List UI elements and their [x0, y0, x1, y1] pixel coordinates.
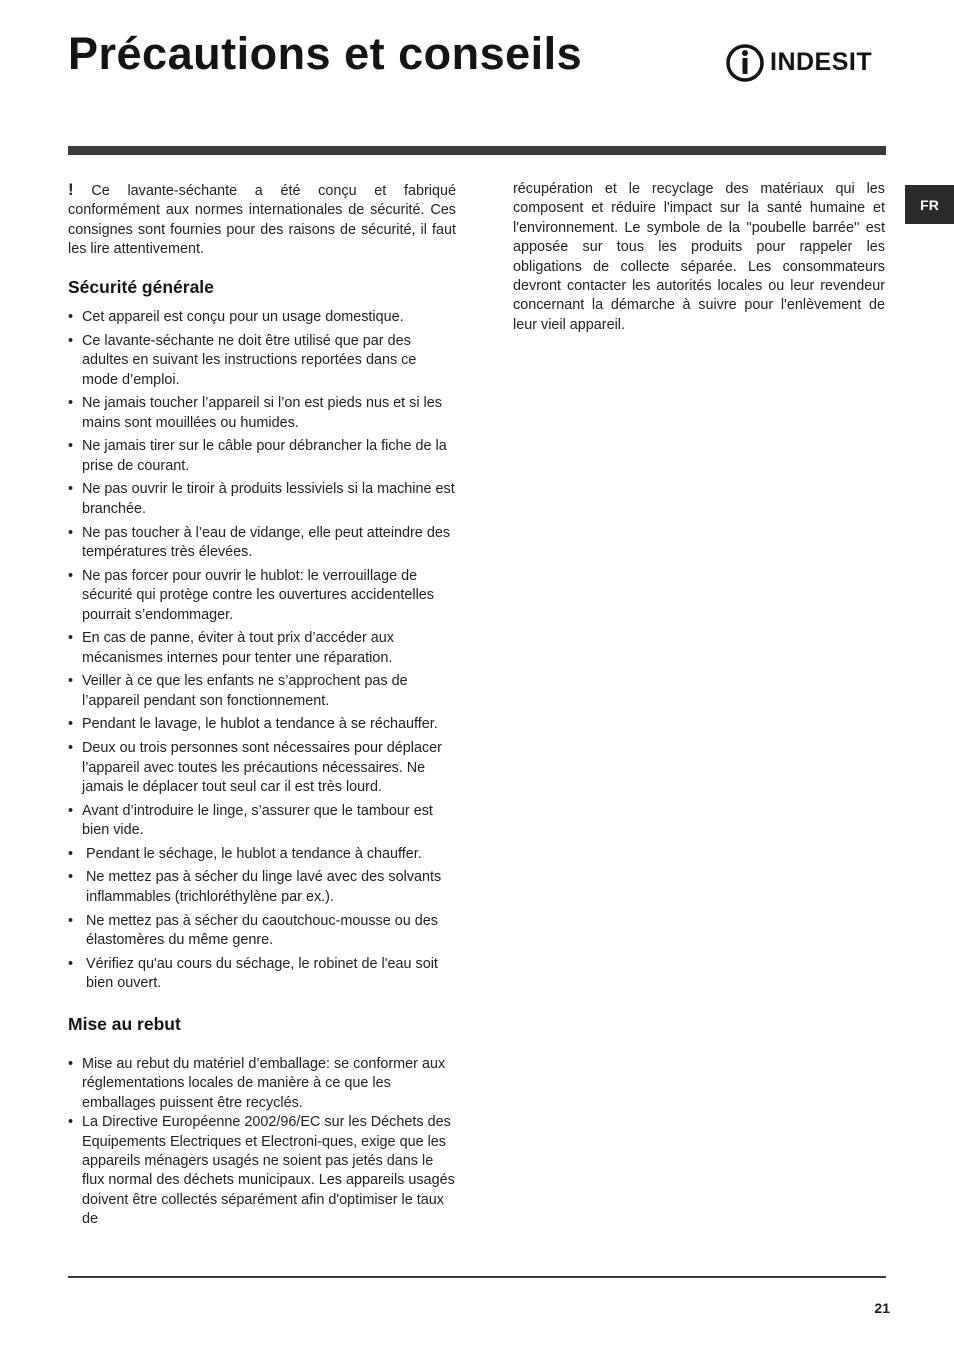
section-heading-rebut: Mise au rebut [68, 1014, 181, 1035]
footer-rule [68, 1276, 886, 1278]
warning-mark: ! [68, 180, 74, 199]
language-tab [905, 185, 954, 224]
list-item: • Veiller à ce que les enfants ne s’approchent pas de l’appareil pendant son fonctionnement. [68, 672, 456, 711]
list-item: • La Directive Européenne 2002/96/EC sur les Déchets des Equipements Electriques et Electroni-ques, exige que les appareils ménagers usagés ne soient pas jetés dans le flux normal des déchets municipaux. Les appareils usagés doivent être collectés séparément afin d'optimiser le taux de [68, 1113, 456, 1229]
list-item: • Pendant le lavage, le hublot a tendance à se réchauffer. [68, 715, 456, 734]
left-column [68, 180, 456, 1230]
list-item: • Pendant le séchage, le hublot a tendance à chauffer. [68, 845, 456, 864]
right-column [513, 180, 885, 335]
list-item: • Avant d’introduire le linge, s’assurer que le tambour est bien vide. [68, 802, 456, 841]
rebut-list [68, 1055, 456, 1230]
list-item: • Ne pas toucher à l’eau de vidange, elle peut atteindre des températures très élevées. [68, 524, 456, 563]
list-item: • Ne pas forcer pour ouvrir le hublot: le verrouillage de sécurité qui protège contre les ouvertures accidentelles pourrait s’endommager. [68, 567, 456, 625]
list-item: • Ne pas ouvrir le tiroir à produits lessiviels si la machine est branchée. [68, 480, 456, 519]
intro-text: Ce lavante-séchante a été conçu et fabriqué conformément aux normes internationales de sécurité. Ces consignes sont fournies pour des raisons de sécurité, il faut les lire attentivement. [68, 183, 456, 258]
list-item: • Ne mettez pas à sécher du caoutchouc-mousse ou des élastomères du même genre. [68, 912, 456, 951]
header-rule [68, 146, 886, 155]
language-tab-label: FR [920, 196, 939, 213]
intro-paragraph [68, 180, 456, 260]
list-item: • Deux ou trois personnes sont nécessaires pour déplacer l’appareil avec toutes les précautions nécessaires. Ne jamais le déplacer tout seul car il est très lourd. [68, 739, 456, 797]
list-item: • Ce lavante-séchante ne doit être utilisé que par des adultes en suivant les instructions reportées dans ce mode d’emploi. [68, 332, 456, 390]
page-number: 21 [874, 1300, 890, 1316]
list-item: • Ne jamais tirer sur le câble pour débrancher la fiche de la prise de courant. [68, 437, 456, 476]
indesit-logo [725, 40, 872, 84]
section-heading-securite: Sécurité générale [68, 276, 214, 297]
list-item: • Ne mettez pas à sécher du linge lavé avec des solvants inflammables (trichloréthylène par ex.). [68, 868, 456, 907]
list-item: • En cas de panne, éviter à tout prix d’accéder aux mécanismes internes pour tenter une réparation. [68, 629, 456, 668]
list-item: • Ne jamais toucher l’appareil si l’on est pieds nus et si les mains sont mouillées ou humides. [68, 394, 456, 433]
list-item: • Vérifiez qu'au cours du séchage, le robinet de l'eau soit bien ouvert. [68, 955, 456, 994]
indesit-logo-icon [725, 40, 765, 84]
list-item: • Mise au rebut du matériel d’emballage: se conformer aux réglementations locales de manière à ce que les emballages puissent être recyclés. [68, 1055, 456, 1113]
rebut-continuation: récupération et le recyclage des matériaux qui les composent et réduire l'impact sur la santé humaine et l'environnement. Le symbole de la ''poubelle barrée'' est apposée sur tous les produits pour rappeler les obligations de collecte séparée. Les consommateurs devront contacter les autorités locales ou leur revendeur concernant la démarche à suivre pour l'enlèvement de leur vieil appareil. [513, 181, 885, 333]
list-item: • Cet appareil est conçu pour un usage domestique. [68, 308, 456, 327]
page-title: Précautions et conseils [68, 28, 583, 79]
brand-name: INDESIT [770, 47, 873, 76]
securite-list [68, 308, 456, 993]
